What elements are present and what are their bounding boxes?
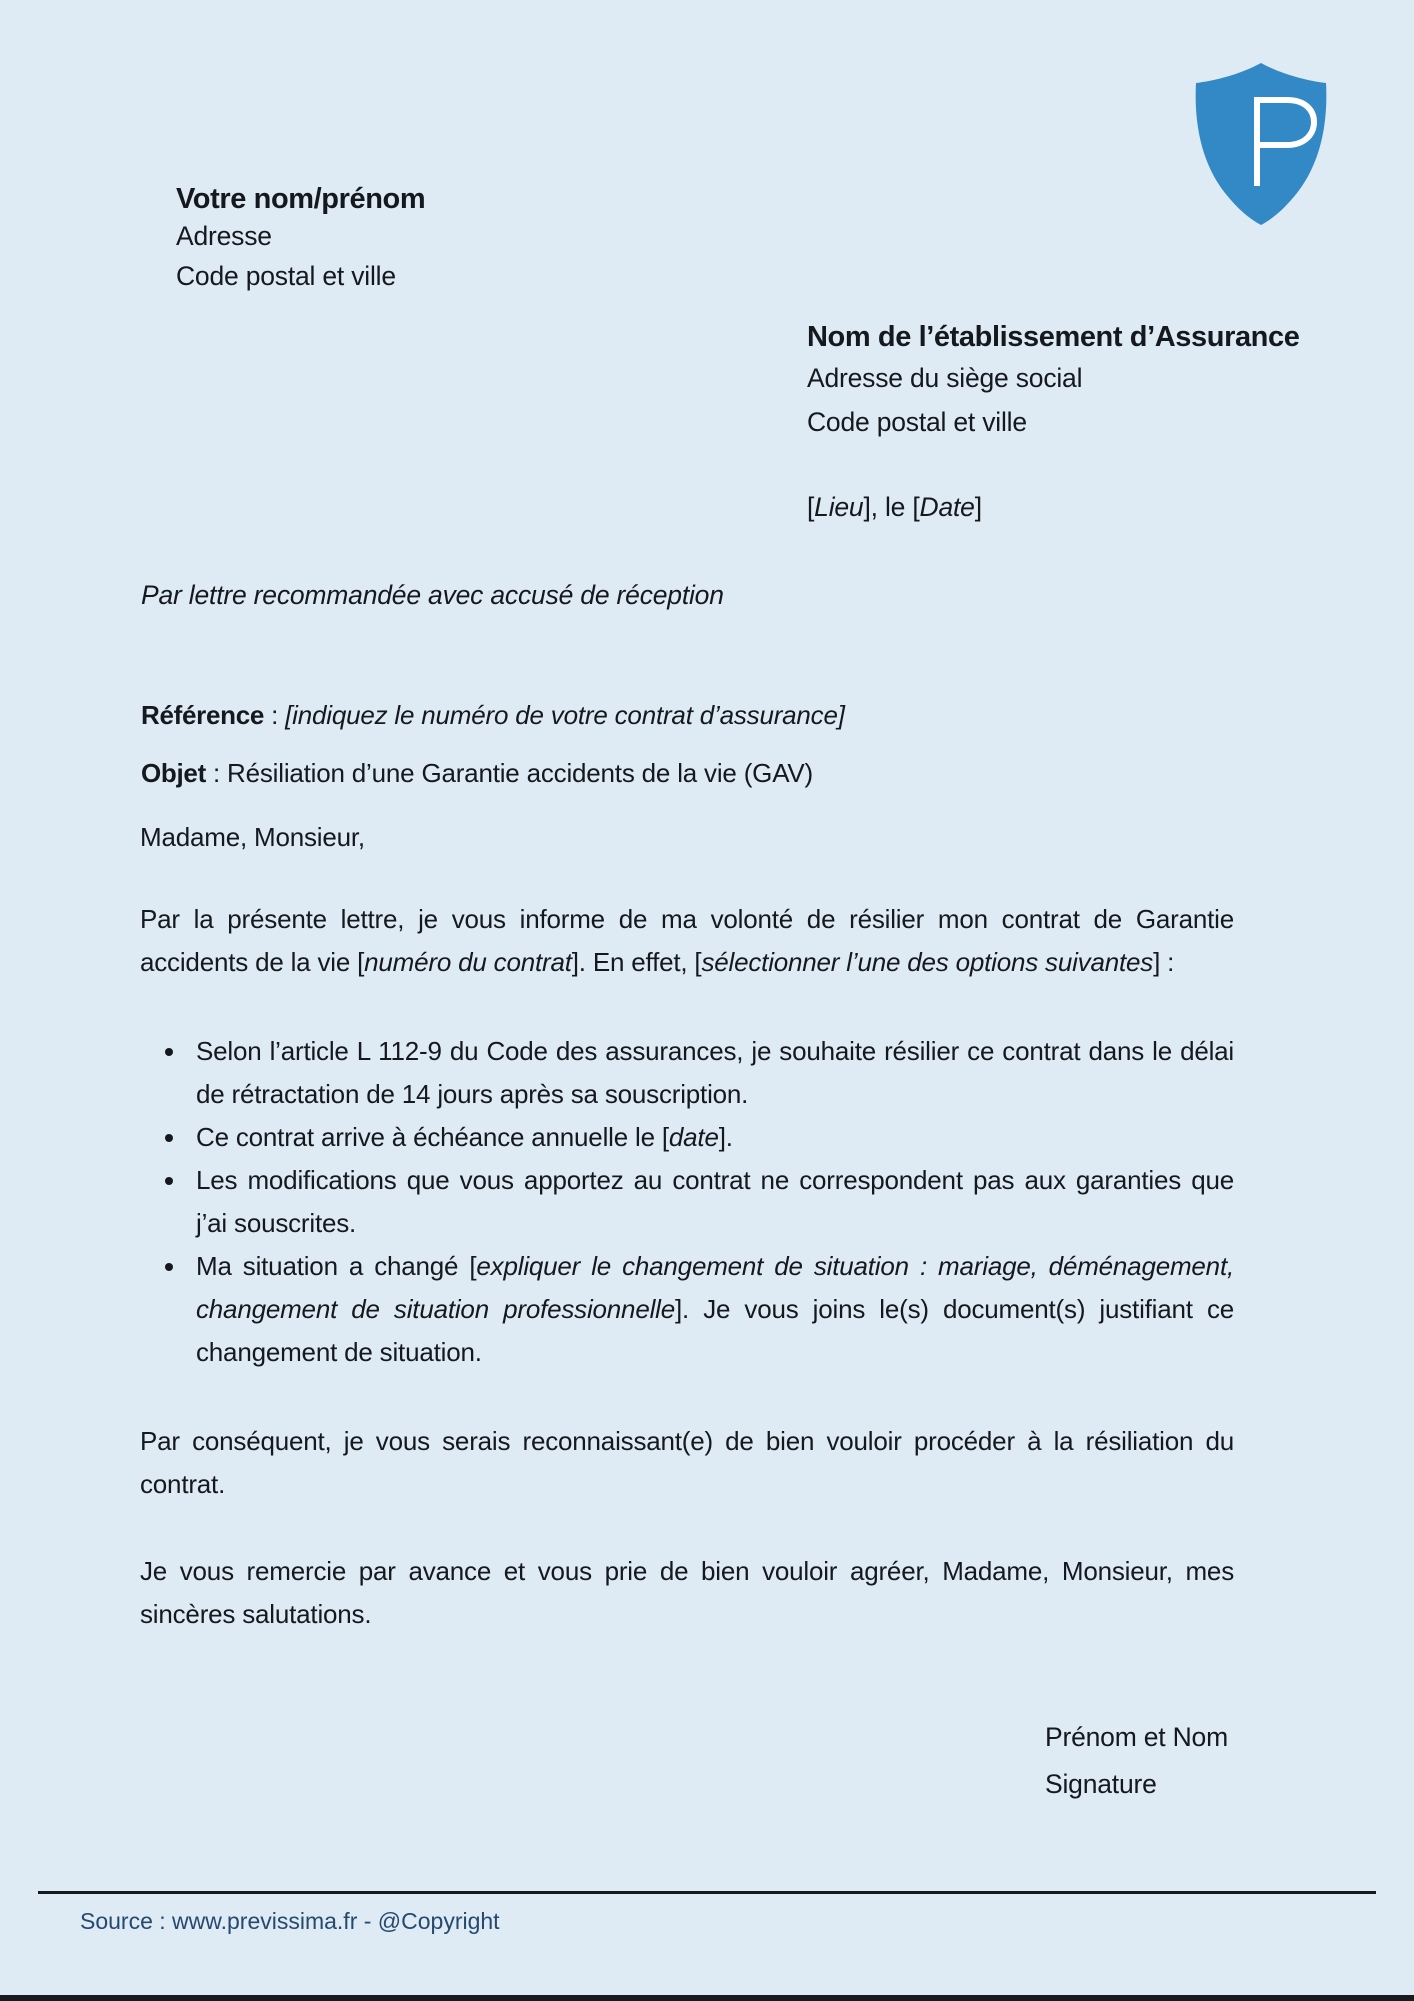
bracket: ] (974, 492, 982, 522)
date-line-middle: ], le [ (863, 492, 920, 522)
situation-change-placeholder: expliquer le changement de situation : mariage, déménagement, changement de situation professionnelle (196, 1251, 1234, 1324)
page-bottom-edge (0, 1995, 1414, 2001)
bracket: [ (807, 492, 815, 522)
closing-paragraph-2: Je vous remercie par avance et vous prie de bien vouloir agréer, Madame, Monsieur, mes sincères salutations. (140, 1556, 1234, 1629)
shield-logo-icon (1187, 58, 1335, 230)
footer-divider (38, 1891, 1376, 1894)
recipient-city: Code postal et ville (807, 407, 1027, 437)
subject-value: Résiliation d’une Garantie accidents de la vie (GAV) (227, 758, 814, 788)
date-inline-placeholder: date (668, 1122, 719, 1152)
sender-name: Votre nom/prénom (176, 183, 426, 215)
signature-label: Signature (1045, 1769, 1157, 1799)
signature-name: Prénom et Nom (1045, 1722, 1228, 1752)
contract-number-inline-placeholder: numéro du contrat (364, 947, 572, 977)
delivery-method-note: Par lettre recommandée avec accusé de réception (141, 580, 724, 610)
subject-label: Objet (141, 758, 206, 788)
date-line (807, 492, 982, 523)
recipient-address: Adresse du siège social (807, 363, 1083, 393)
salutation: Madame, Monsieur, (140, 822, 365, 852)
reason-item-echeance (188, 1116, 1234, 1159)
cancellation-reasons-list (140, 1030, 1234, 1374)
option-select-placeholder: sélectionner l’une des options suivantes (701, 947, 1154, 977)
reference-line (141, 700, 845, 731)
sender-block (176, 182, 425, 296)
reason-item-changement (188, 1245, 1234, 1374)
reason-text: ]. Je vous joins le(s) document(s) justifiant ce changement de situation. (196, 1294, 1235, 1367)
closing-paragraph-1: Par conséquent, je vous serais reconnaissant(e) de bien vouloir procéder à la résiliation du contrat. (140, 1426, 1234, 1499)
reason-item-retractation (188, 1030, 1234, 1116)
reason-text: Les modifications que vous apportez au contrat ne correspondent pas aux garanties que j’ai souscrites. (196, 1165, 1234, 1238)
contract-number-placeholder: [indiquez le numéro de votre contrat d’assurance] (285, 700, 845, 730)
reason-text: Ma situation a changé [ (196, 1251, 477, 1281)
reason-text: ]. (718, 1122, 733, 1152)
reason-text: Ce contrat arrive à échéance annuelle le [ (196, 1122, 669, 1152)
recipient-name: Nom de l’établissement d’Assurance (807, 321, 1300, 353)
recipient-block (807, 318, 1299, 444)
subject-line (141, 758, 813, 789)
intro-text: ] : (1153, 947, 1175, 977)
sender-city: Code postal et ville (176, 261, 396, 291)
signature-block (1045, 1714, 1228, 1808)
intro-text: ]. En effet, [ (571, 947, 702, 977)
reason-text: Selon l’article L 112-9 du Code des assurances, je souhaite résilier ce contrat dans le délai de rétractation de 14 jours après sa souscription. (196, 1036, 1234, 1109)
intro-text: Par la présente lettre, je vous informe de ma volonté de résilier mon contrat de Garantie accidents de la vie [ (140, 904, 1234, 977)
place-placeholder: Lieu (814, 492, 864, 522)
previssima-logo (1187, 58, 1335, 230)
subject-separator: : (205, 758, 228, 788)
sender-address: Adresse (176, 221, 272, 251)
date-placeholder: Date (919, 492, 975, 522)
intro-paragraph (140, 898, 1234, 984)
reference-separator: : (264, 700, 286, 730)
reason-item-modifications (188, 1159, 1234, 1245)
reference-label: Référence (141, 700, 265, 730)
footer-source-text: Source : www.previssima.fr - @Copyright (80, 1908, 500, 1934)
